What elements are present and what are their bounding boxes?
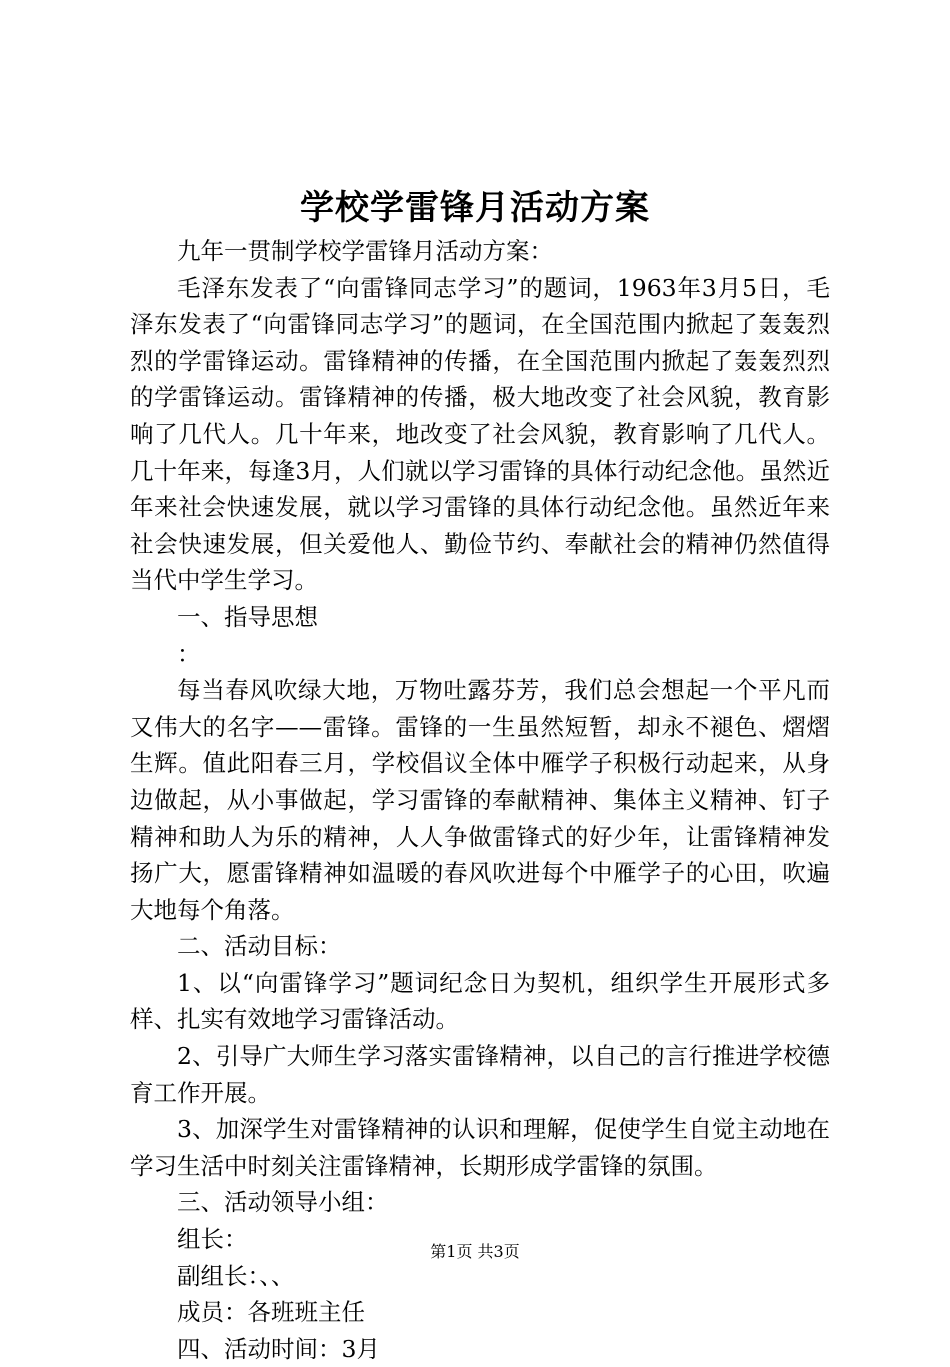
heading-guiding-ideology: 一、指导思想 [177, 602, 318, 631]
page-number-footer: 第1页 共3页 [430, 1242, 520, 1261]
goal-item-1: 1、以“向雷锋学习”题词纪念日为契机，组织学生开展形式多样、扎实有效地学习雷锋活动。 [130, 968, 830, 1034]
group-leader: 组长： [177, 1225, 248, 1254]
paragraph-colon: ： [177, 639, 201, 668]
heading-activity-goals: 二、活动目标： [177, 932, 342, 961]
deputy-group-leader: 副组长：、、 [177, 1261, 295, 1290]
heading-leadership-group: 三、活动领导小组： [177, 1188, 389, 1217]
heading-activity-time: 四、活动时间：3月 [177, 1334, 380, 1363]
group-members: 成员：各班班主任 [177, 1298, 365, 1327]
document-title: 学校学雷锋月活动方案 [300, 188, 650, 228]
goal-item-3: 3、加深学生对雷锋精神的认识和理解，促使学生自觉主动地在学习生活中时刻关注雷锋精神，长期形成学雷锋的氛围。 [130, 1115, 830, 1180]
paragraph-intro: 九年一贯制学校学雷锋月活动方案： [177, 237, 553, 265]
goal-item-2: 2、引导广大师生学习落实雷锋精神，以自己的言行推进学校德育工作开展。 [130, 1042, 830, 1107]
paragraph-background: 毛泽东发表了“向雷锋同志学习”的题词，1963年3月5日，毛泽东发表了“向雷锋同志学习”的题词，在全国范围内掀起了轰轰烈烈的学雷锋运动。雷锋精神的传播，在全国范围内掀起了轰轰烈烈的学雷锋运动。雷锋精神的传播，极大地改变了社会风貌，教育影响了几代人。几十年来，地改变了社会风貌，教育影响了几代人。几十年来，每逢3月，人们就以学习雷锋的具体行动纪念他。虽然近年来社会快速发展，就以学习雷锋的具体行动纪念他。虽然近年来社会快速发展，但关爱他人、勤俭节约、奉献社会的精神仍然值得当代中学生学习。 [130, 273, 830, 595]
document-body [130, 233, 830, 1367]
paragraph-guiding-content: 每当春风吹绿大地，万物吐露芬芳，我们总会想起一个平凡而又伟大的名字——雷锋。雷锋的一生虽然短暂，却永不褪色、熠熠生辉。值此阳春三月，学校倡议全体中雁学子积极行动起来，从身边做起，从小事做起，学习雷锋的奉献精神、集体主义精神、钉子精神和助人为乐的精神，人人争做雷锋式的好少年，让雷锋精神发扬广大，愿雷锋精神如温暖的春风吹进每个中雁学子的心田，吹遍大地每个角落。 [130, 676, 830, 924]
